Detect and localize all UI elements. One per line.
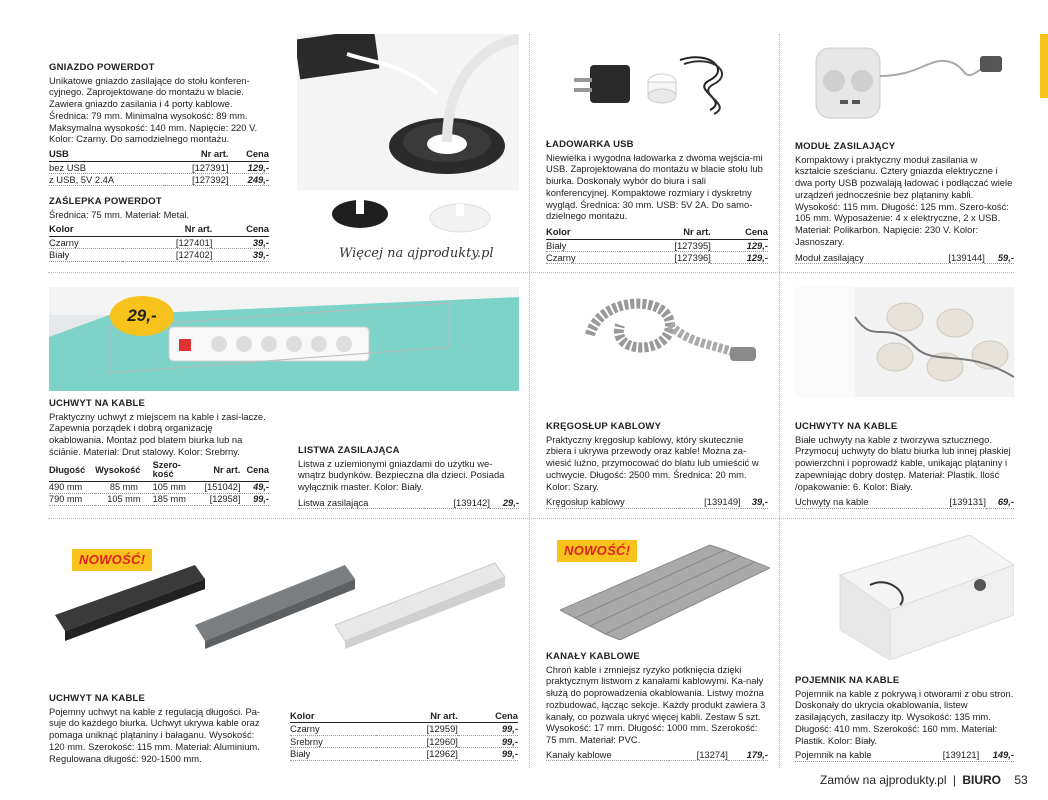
table-row: Moduł zasilający [139144] 59,-: [795, 251, 1014, 263]
table-row: Czarny [12959] 99,-: [290, 723, 518, 735]
col-header: Nr art.: [376, 710, 458, 723]
product-title: KRĘGOSŁUP KABLOWY: [546, 421, 662, 432]
product-uchwyty: [795, 421, 1014, 509]
product-description: Białe uchwyty na kable z tworzywa sztucznego. Przymocuj uchwyty do blatu biurka lub innej płaskiej powierzchni i poprowadź kable, unikając plątaniny i zapewniając dobry dostęp. Materiał: Plastik. Ilość /opakowanie: 6. Kolor: Biały.: [795, 433, 1011, 492]
table-row: Czarny [127401] 39,-: [49, 236, 269, 248]
col-header: Cena: [458, 710, 518, 723]
product-title: KANAŁY KABLOWE: [546, 651, 640, 662]
price-table: [546, 226, 768, 264]
table-row: z USB, 5V 2.4A [127392] 249,-: [49, 174, 269, 186]
col-header: Cena: [212, 223, 269, 236]
product-description: Kompaktowy i praktyczny moduł zasilania w kształcie sześcianu. Cztery gniazda elektryczne i dwa porty USB pozwalają ładować i podłączać wiele urządzeń jednocześnie bez plątaniny kabli. Wysokość: 115 mm. Długość: 125 mm. Szero-kość: 105 mm. Wyposażenie: 4 x elektryczne, 2 x USB. Materiał: Polikarbon. Napięcie: 230 V. Kolor: Jasnoszary.: [795, 153, 1013, 247]
product-uchwyt-wire: [49, 398, 269, 506]
product-uchwyt-alu: [49, 693, 269, 764]
product-description: Niewielka i wygodna ładowarka z dwoma wejścia-mi USB. Zaprojektowana do montażu w blacie stołu lub biurka. Doskonały wybór do biura i sali konferencyjnej. Kompaktowe rozmiary i dyskretny wygląd. Średnica: 30 mm. USB: 5V 2A. Do samo-dzielnego montażu.: [546, 151, 763, 222]
price-table: [795, 749, 1014, 761]
table-row: Biały [12962] 99,-: [290, 748, 518, 760]
usb-charger-photo: [560, 40, 740, 130]
white-cap-photo: [428, 200, 492, 236]
product-title: UCHWYT NA KABLE: [49, 398, 146, 409]
col-header: Nr art.: [122, 223, 212, 236]
product-description: Praktyczny kręgosłup kablowy, który skutecznie zbiera i ukrywa przewody oraz kable! Można za-wiesić luźno, przymocować do blatu lub umieścić w uchwycie. Długość: 2500 mm. Średnica: 20 mm. Kolor: Szary.: [546, 433, 759, 492]
product-title: MODUŁ ZASILAJĄCY: [795, 141, 896, 152]
col-header: Długość: [49, 461, 95, 482]
product-description: Praktyczny uchwyt z miejscem na kable i zasi-lacze. Zapewnia porządek i dobrą organizację okablowania. Montaż pod blatem biurka lub na ściānie. Materiał: Drut stalowy. Kolor: Srebrny.: [49, 410, 266, 457]
product-title: UCHWYT NA KABLE: [49, 693, 146, 704]
price-table: [546, 496, 768, 508]
product-modul: [795, 141, 1014, 264]
table-row: Listwa zasilająca [139142] 29,-: [298, 496, 519, 508]
table-row: Czarny [127396] 129,-: [546, 252, 768, 264]
table-row: Uchwyty na kable [139131] 69,-: [795, 496, 1014, 508]
new-badge: NOWOŚĆ!: [557, 540, 637, 562]
price-table: [795, 252, 1014, 264]
table-row: Srebrny [12960] 99,-: [290, 735, 518, 747]
price-table: [298, 497, 519, 509]
powerdot-photo: [297, 34, 519, 190]
table-row: Pojemnik na kable [139121] 149,-: [795, 749, 1014, 761]
table-row: Biały [127395] 129,-: [546, 239, 768, 251]
product-gniazdo: [49, 62, 269, 186]
cable-spine-photo: [560, 285, 770, 395]
product-title: ZAŚLEPKA POWERDOT: [49, 196, 162, 207]
price-table: [49, 461, 269, 507]
col-header: Kolor: [546, 226, 620, 239]
product-kregoslup: [546, 421, 768, 509]
product-kanaly: [546, 651, 768, 761]
product-zaslepka: [49, 196, 269, 262]
price-table: [49, 148, 269, 186]
power-cube-photo: [800, 36, 1010, 132]
product-ladowarka: [546, 139, 768, 264]
col-header: Cena: [240, 461, 269, 482]
price-table: [290, 710, 518, 761]
table-row: 790 mm 105 mm 185 mm [12958] 99,-: [49, 494, 269, 505]
black-cap-photo: [330, 196, 390, 232]
col-header: Nr art.: [164, 148, 228, 161]
footer-separator: |: [952, 773, 956, 787]
col-header: Nr art.: [620, 226, 711, 239]
product-description: Chroń kable i zmniejsz ryzyko potknięcia dzięki praktycznym listwom z kanałami kablowymi. Ka-nały służą do poprowadzenia okablowania. Listwy można rozbudować, łącząc sekcje. Każdy produkt zawiera 3 kanały, co pozwala ukryć więcej kabli. Zestaw 5 szt. Wysokość: 17 mm. Długość: 1000 mm. Szerokość: 75 mm. Materiał: PVC.: [546, 663, 766, 746]
more-link-text: Więcej na ajprodukty.pl: [339, 246, 494, 261]
price-table: [546, 749, 768, 761]
col-header: Nr art.: [195, 461, 240, 482]
product-title: GNIAZDO POWERDOT: [49, 62, 155, 73]
product-title: UCHWYTY NA KABLE: [795, 421, 898, 432]
price-table: [49, 223, 269, 261]
col-header: Wysokość: [95, 461, 153, 482]
cable-box-photo: [830, 535, 1014, 660]
product-title: LISTWA ZASILAJĄCA: [298, 445, 400, 456]
product-title: ŁADOWARKA USB: [546, 139, 634, 150]
footer-section: BIURO: [962, 773, 1001, 787]
product-title: POJEMNIK NA KABLE: [795, 675, 900, 686]
product-description: Pojemny uchwyt na kable z regulacją długości. Pa-suje do każdego biurka. Uchwyt ukrywa kable oraz pomaga uniknąć plątaniny i bałaganu. Wysokość: 120 mm. Szerokość: 115 mm. Materiał: Aluminium. Regulowana długość: 920-1500 mm.: [49, 705, 261, 764]
table-row: 490 mm 85 mm 105 mm [151042] 49,-: [49, 481, 269, 492]
product-pojemnik: [795, 675, 1014, 762]
table-row: Biały [127402] 39,-: [49, 249, 269, 261]
price-badge: 29,-: [110, 296, 174, 336]
col-header: Cena: [711, 226, 768, 239]
col-header: Cena: [228, 148, 269, 161]
table-row: Kanały kablowe [13274] 179,-: [546, 748, 768, 760]
page-tab-marker: [1040, 34, 1048, 98]
page-number: 53: [1014, 773, 1028, 787]
col-header: Kolor: [290, 710, 376, 723]
price-table-uchwyt-alu: [290, 710, 518, 761]
product-description: Listwa z uziemionymi gniazdami do użytku we-wnątrz budynków. Bezpieczna dla dzieci. Posiada wyłącznik master. Kolor: Biały.: [298, 457, 505, 493]
price-table: [795, 496, 1014, 508]
product-listwa: [298, 445, 519, 509]
new-badge: NOWOŚĆ!: [72, 549, 152, 571]
product-description: Unikatowe gniazdo zasilające do stołu konferen-cyjnego. Zaprojektowane do montażu w blacie. Zawiera gniazdo zasilania i 4 porty kablowe. Średnica: 79 mm. Minimalna wysokość: 89 mm. Maksymalna wysokość: 140 mm. Napięcie: 220 V. Kolor: Czarny. Do samodzielnego montażu.: [49, 74, 258, 145]
col-header: USB: [49, 148, 164, 161]
footer-link[interactable]: Zamów na ajprodukty.pl: [820, 773, 947, 787]
page-footer: [820, 773, 1028, 788]
product-description: Średnica: 75 mm. Materiał: Metal.: [49, 208, 190, 220]
col-header: Kolor: [49, 223, 122, 236]
cable-clips-photo: [795, 287, 1014, 397]
product-description: Pojemnik na kable z pokrywą i otworami z obu stron. Doskonały do ukrycia okablowania, listew zasilających, zasilaczy itp. Wysokość: 135 mm. Długość: 410 mm. Szerokość: 160 mm. Materiał: Plastik. Kolor: Biały.: [795, 687, 1014, 746]
table-row: bez USB [127391] 129,-: [49, 161, 269, 173]
table-row: Kręgosłup kablowy [139149] 39,-: [546, 496, 768, 508]
col-header: Szero- kość: [153, 461, 195, 482]
